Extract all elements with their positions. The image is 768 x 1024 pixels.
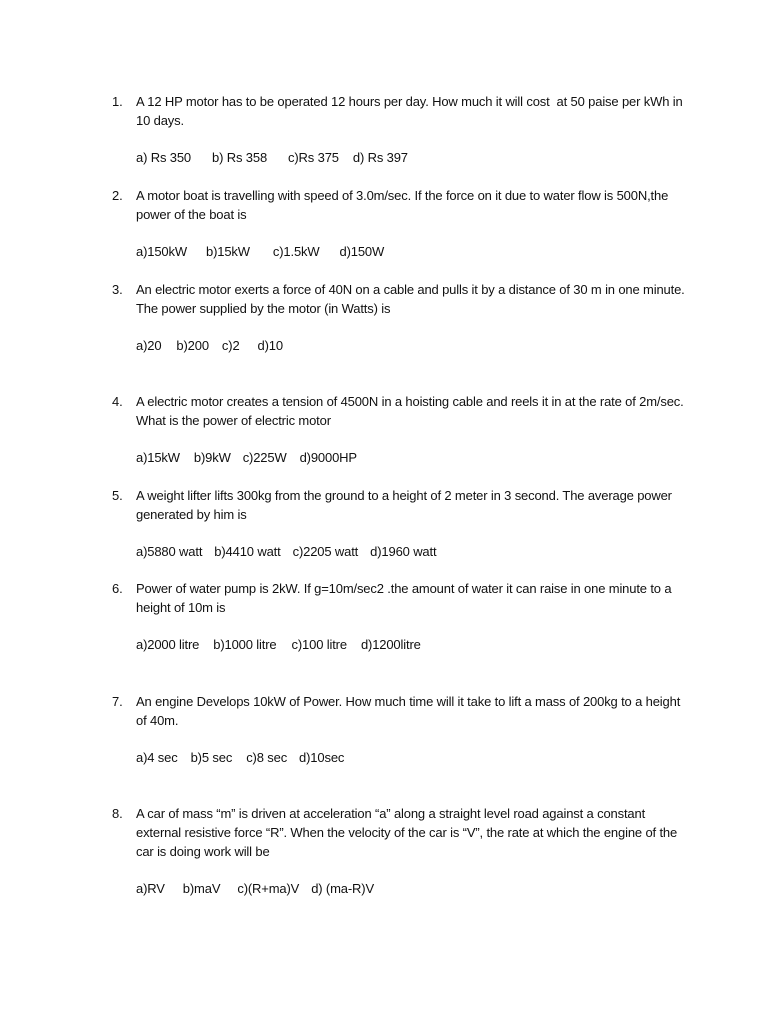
question-8 — [112, 804, 687, 898]
option-b: b)maV — [182, 881, 221, 896]
answer-options — [136, 336, 687, 355]
question-number: 5. — [112, 488, 123, 503]
answer-options — [136, 542, 687, 561]
question-number: 6. — [112, 581, 123, 596]
question-text: An electric motor exerts a force of 40N on a cable and pulls it by a distance of 30 m in one minute. The power supplied by the motor (in Watts) is — [136, 282, 688, 316]
option-b: b)9kW — [193, 450, 231, 465]
question-5 — [112, 486, 687, 561]
option-d: d) Rs 397 — [352, 150, 408, 165]
option-a: a) Rs 350 — [136, 150, 192, 165]
question-number: 3. — [112, 282, 123, 297]
question-7 — [112, 692, 687, 767]
answer-options — [136, 242, 687, 261]
option-a: a)15kW — [136, 450, 180, 465]
answer-options — [136, 748, 687, 767]
question-text: A car of mass “m” is driven at acceleration “a” along a straight level road against a constant external resistive force “R”. When the velocity of the car is “V”, the rate at which the engine of the car is doing work will be — [136, 806, 681, 859]
option-a: a)150kW — [136, 244, 187, 259]
question-text: A weight lifter lifts 300kg from the ground to a height of 2 meter in 3 second. The average power generated by him is — [136, 488, 676, 522]
option-d: d)9000HP — [299, 450, 357, 465]
question-number: 8. — [112, 806, 123, 821]
question-number: 7. — [112, 694, 123, 709]
answer-options — [136, 635, 687, 654]
option-b: b)4410 watt — [214, 544, 281, 559]
question-3 — [112, 280, 687, 355]
question-text: A electric motor creates a tension of 4500N in a hoisting cable and reels it in at the rate of 2m/sec. What is the power of electric motor — [136, 394, 688, 428]
question-text: A 12 HP motor has to be operated 12 hours per day. How much it will cost at 50 paise per kWh in 10 days. — [136, 94, 687, 128]
option-c: c)225W — [242, 450, 287, 465]
option-b: b)1000 litre — [213, 637, 277, 652]
question-number: 2. — [112, 188, 123, 203]
option-c: c)100 litre — [291, 637, 347, 652]
question-1 — [112, 92, 687, 167]
option-b: b)200 — [176, 338, 209, 353]
question-number: 1. — [112, 94, 123, 109]
option-a: a)20 — [136, 338, 162, 353]
question-text: A motor boat is travelling with speed of 3.0m/sec. If the force on it due to water flow is 500N,the power of the boat is — [136, 188, 672, 222]
option-d: d)10sec — [299, 750, 345, 765]
question-text: An engine Develops 10kW of Power. How much time will it take to lift a mass of 200kg to a height of 40m. — [136, 694, 684, 728]
option-c: c)Rs 375 — [288, 150, 339, 165]
option-c: c)8 sec — [246, 750, 288, 765]
option-c: c)2205 watt — [292, 544, 359, 559]
option-a: a)5880 watt — [136, 544, 203, 559]
answer-options — [136, 879, 687, 898]
option-b: b)5 sec — [190, 750, 233, 765]
question-2 — [112, 186, 687, 261]
question-4 — [112, 392, 687, 467]
option-c: c)(R+ma)V — [237, 881, 300, 896]
option-d: d)150W — [339, 244, 385, 259]
option-b: b) Rs 358 — [212, 150, 268, 165]
option-a: a)4 sec — [136, 750, 178, 765]
option-d: d)10 — [257, 338, 283, 353]
answer-options — [136, 148, 687, 167]
option-c: c)1.5kW — [272, 244, 320, 259]
option-c: c)2 — [221, 338, 240, 353]
option-d: d)1200litre — [360, 637, 421, 652]
question-6 — [112, 579, 687, 654]
option-a: a)2000 litre — [136, 637, 200, 652]
option-b: b)15kW — [205, 244, 250, 259]
answer-options — [136, 448, 687, 467]
option-d: d) (ma-R)V — [311, 881, 374, 896]
question-number: 4. — [112, 394, 123, 409]
option-d: d)1960 watt — [370, 544, 437, 559]
question-text: Power of water pump is 2kW. If g=10m/sec2 .the amount of water it can raise in one minute to a height of 10m is — [136, 581, 675, 615]
option-a: a)RV — [136, 881, 165, 896]
